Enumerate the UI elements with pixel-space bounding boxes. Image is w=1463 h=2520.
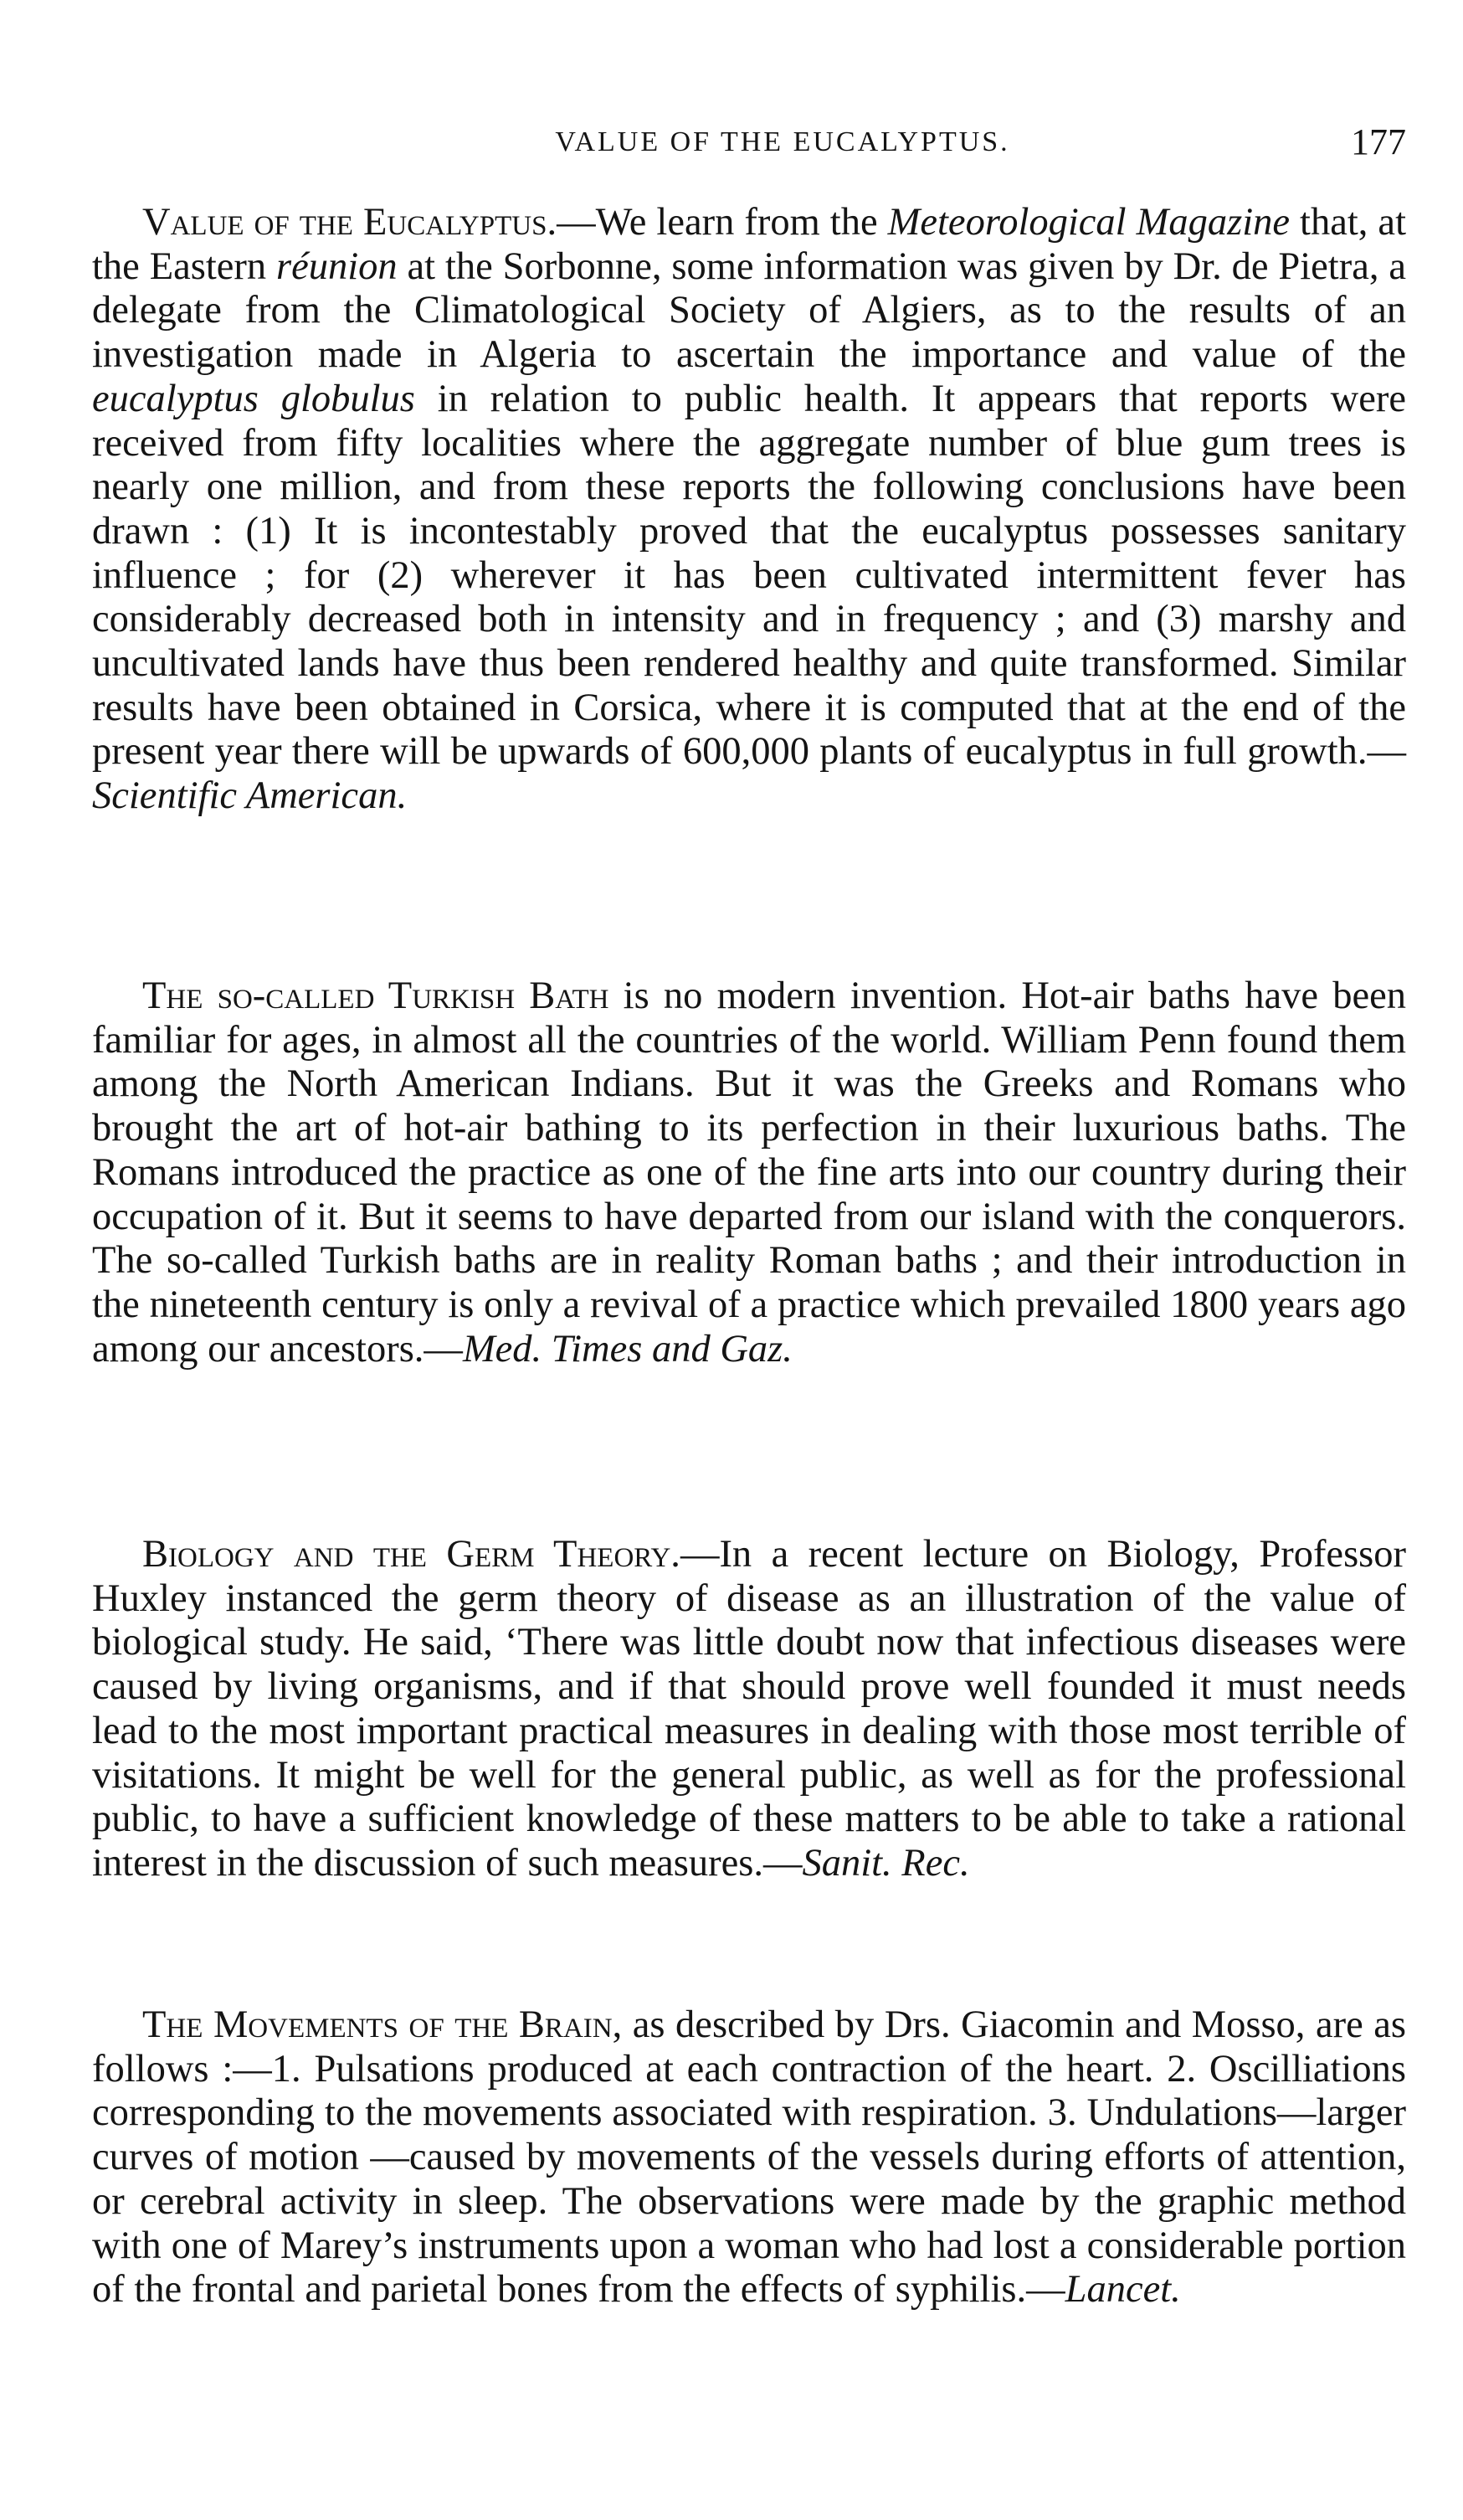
article-eucalyptus <box>92 201 1406 819</box>
article-text: —We learn from the <box>557 201 888 244</box>
article-source: Sanit. Rec. <box>802 1841 970 1885</box>
running-head <box>92 117 1406 167</box>
article-lead: The Movements of the Brain, <box>142 2003 623 2046</box>
article-italic: eucalyptus globulus <box>92 377 415 420</box>
article-source: Lancet. <box>1065 2268 1181 2312</box>
article-text: —In a recent lecture on Biology, Professor Huxley instanced the germ theory of disease as an illustration of the value of biological study. He said, ‘There was little doubt now that infectious diseases were caused by living organisms, and if that should prove well founded it must needs lead to the most important practical measures in dealing with those most terrible of visitations. It might be well for the general public, as well as for the professional public, to have a sufficient knowledge of these matters to be able to take a rational interest in the discussion of such measures.— <box>92 1533 1406 1885</box>
article-text: at the Sorbonne, some information was given by Dr. de Pietra, a delegate from the Climatological Society of Algiers, as to the results of an investigation made in Algeria to ascertain the importance and value of the <box>92 244 1406 377</box>
article-lead: The so-called Turkish Bath <box>142 975 609 1017</box>
article-text: in relation to public health. It appears that reports were received from fifty localities where the aggregate number of blue gum trees is nearly one million, and from these reports the following conclusions have been drawn : (1) It is incontestably proved that the eucalyptus possesses sanitary influence ; for (2) wherever it has been cultivated intermittent fever has considerably decreased both in intensity and in frequency ; and (3) marshy and uncultivated lands have thus been rendered healthy and quite transformed. Similar results have been obtained in Corsica, where it is computed that at the end of the present year there will be upwards of 600,000 plants of eucalyptus in full growth.— <box>92 377 1406 774</box>
article-italic: réunion <box>276 244 398 288</box>
article-source: Med. Times and Gaz. <box>462 1327 793 1371</box>
article-italic: Meteorological Magazine <box>887 201 1291 244</box>
article-text: is no modern invention. Hot-air baths have been familiar for ages, in almost all the countries of the world. William Penn found them among the North American Indians. But it was the Greeks and Romans who brought the art of hot-air bathing to its perfection in their luxurious baths. The Romans introduced the practice as one of the fine arts into our country during their occupation of it. But it seems to have departed from our island with the conquerors. The so-called Turkish baths are in reality Roman baths ; and their introduction in the nineteenth century is only a revival of a practice which prevailed 1800 years ago among our ancestors.— <box>92 975 1406 1371</box>
article-source: Scientific American. <box>92 774 408 818</box>
article-germ-theory <box>92 1533 1406 1886</box>
book-page <box>92 0 1406 2520</box>
article-text: that, at the Eastern <box>92 201 1406 288</box>
article-lead: Value of the Eucalyptus. <box>142 201 557 244</box>
running-title: VALUE OF THE EUCALYPTUS. <box>555 126 1010 157</box>
article-text: as described by Drs. Giacomin and Mosso, are as follows :—1. Pulsations produced at each contraction of the heart. 2. Oscilliations corresponding to the movements associated with respiration. 3. Undulations—larger curves of motion —caused by movements of the vessels during efforts of attention, or cerebral activity in sleep. The observations were made by the graphic method with one of Marey’s instruments upon a woman who had lost a considerable portion of the frontal and parietal bones from the effects of syphilis.— <box>92 2003 1406 2312</box>
article-turkish-bath <box>92 975 1406 1371</box>
page-number: 177 <box>1351 121 1406 162</box>
article-brain-movements <box>92 2003 1406 2312</box>
article-lead: Biology and the Germ Theory. <box>142 1533 680 1576</box>
